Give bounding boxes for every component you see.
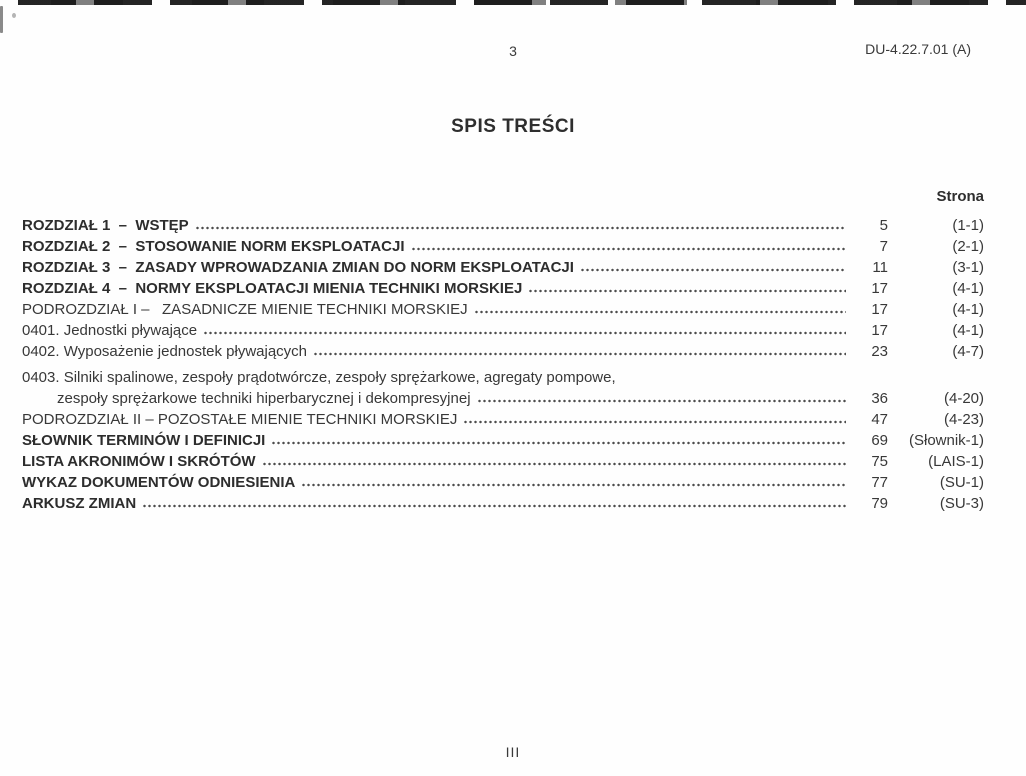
toc-entry [22, 259, 984, 280]
toc-page-number: 11 [872, 259, 888, 276]
scan-artifact-top-strip [18, 0, 1026, 5]
toc-entry-label: ROZDZIAŁ 2 – STOSOWANIE NORM EKSPLOATACJI [22, 238, 405, 255]
toc-page-number: 79 [871, 495, 888, 512]
toc-leader-dots [463, 412, 846, 424]
toc-entry-label: SŁOWNIK TERMINÓW I DEFINICJI [22, 432, 266, 449]
toc-section-ref: (4-23) [943, 411, 984, 428]
toc-entry [22, 495, 984, 516]
toc-entry-label: ARKUSZ ZMIAN [22, 495, 137, 512]
toc-leader-dots [411, 239, 846, 251]
toc-leader-dots [301, 475, 846, 487]
toc-entry-label: PODROZDZIAŁ I – ZASADNICZE MIENIE TECHNIKI MORSKIEJ [22, 301, 468, 318]
column-header-strona: Strona [936, 188, 984, 205]
toc-section-ref: (4-1) [952, 322, 984, 339]
toc-page-number: 23 [871, 343, 888, 360]
toc-page-number: 17 [871, 280, 888, 297]
toc-entry-label: LISTA AKRONIMÓW I SKRÓTÓW [22, 453, 256, 470]
toc-entry-label: PODROZDZIAŁ II – POZOSTAŁE MIENIE TECHNIKI MORSKIEJ [22, 411, 458, 428]
toc-entry-label: ROZDZIAŁ 3 – ZASADY WPROWADZANIA ZMIAN DO NORM EKSPLOATACJI [22, 259, 574, 276]
toc-entry-label: WYKAZ DOKUMENTÓW ODNIESIENIA [22, 474, 296, 491]
toc-leader-dots [528, 281, 846, 293]
toc-entry [22, 322, 984, 343]
toc-entry-label: zespoły sprężarkowe techniki hiperbarycznej i dekompresyjnej [57, 390, 471, 407]
toc-entry [22, 453, 984, 474]
header-page-number: 3 [509, 43, 517, 59]
toc-page-number: 17 [871, 322, 888, 339]
toc-entry-label: 0403. Silniki spalinowe, zespoły prądotwórcze, zespoły sprężarkowe, agregaty pompowe, [22, 369, 616, 386]
toc-entry [22, 301, 984, 322]
toc-entry [22, 280, 984, 301]
toc-entry-label: 0401. Jednostki pływające [22, 322, 198, 339]
toc-page-number: 47 [871, 411, 888, 428]
toc-entry [22, 390, 984, 411]
toc-entry [22, 411, 984, 432]
toc-leader-dots [622, 370, 846, 382]
toc-leader-dots [313, 344, 846, 356]
toc-page-number: 17 [871, 301, 888, 318]
toc-section-ref: (3-1) [952, 259, 984, 276]
toc-leader-dots [203, 323, 846, 335]
toc-page-number: 75 [871, 453, 888, 470]
toc-section-ref: (4-20) [943, 390, 984, 407]
toc-page-number: 77 [871, 474, 888, 491]
footer-sheet-number: III [505, 744, 521, 760]
header-doc-code: DU-4.22.7.01 (A) [865, 41, 971, 57]
toc-entry-label: ROZDZIAŁ 4 – NORMY EKSPLOATACJI MIENIA TECHNIKI MORSKIEJ [22, 280, 523, 297]
toc-leader-dots [580, 260, 846, 272]
toc-section-ref: (LAIS-1) [928, 453, 984, 470]
toc-section-ref: (4-1) [952, 280, 984, 297]
toc-section-ref: (SU-1) [939, 474, 984, 491]
toc-section-ref: (2-1) [952, 238, 984, 255]
page-title: SPIS TREŚCI [451, 116, 575, 137]
toc-leader-dots [195, 218, 846, 230]
toc-leader-dots [477, 391, 846, 403]
toc-leader-dots [271, 433, 846, 445]
toc-entry-label: 0402. Wyposażenie jednostek pływających [22, 343, 308, 360]
toc-page-number: 7 [879, 238, 888, 255]
toc-section-ref: (4-1) [952, 301, 984, 318]
toc-section-ref: (Słownik-1) [908, 432, 984, 449]
toc-entry [22, 432, 984, 453]
toc-page-number: 36 [871, 390, 888, 407]
toc-page-number: 69 [871, 432, 888, 449]
toc-section-ref: (1-1) [952, 217, 984, 234]
toc-section-ref: (4-7) [952, 343, 984, 360]
toc-section-ref: (SU-3) [939, 495, 984, 512]
toc-leader-dots [474, 302, 846, 314]
toc-list [22, 217, 984, 516]
scan-artifact-left-dot [12, 13, 16, 18]
toc-entry-label: ROZDZIAŁ 1 – WSTĘP [22, 217, 189, 234]
toc-entry [22, 238, 984, 259]
toc-leader-dots [262, 454, 846, 466]
toc-leader-dots [142, 496, 846, 508]
scan-artifact-left-mark [0, 6, 3, 33]
toc-entry [22, 474, 984, 495]
toc-entry [22, 343, 984, 364]
toc-entry [22, 369, 984, 390]
toc-entry [22, 217, 984, 238]
toc-page-number: 5 [879, 217, 888, 234]
